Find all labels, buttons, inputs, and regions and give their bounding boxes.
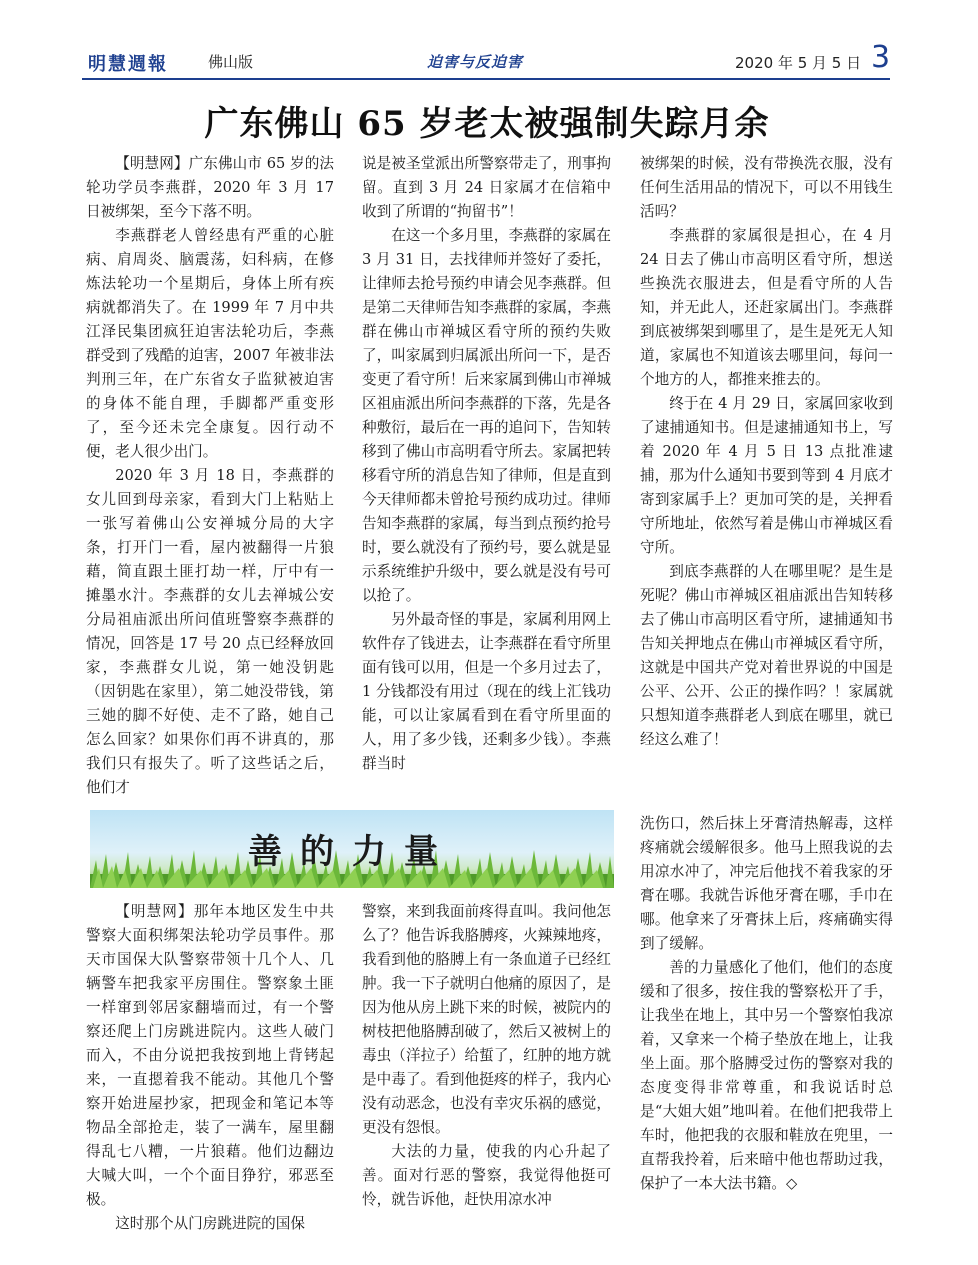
article-headline: 广东佛山 65 岁老太被强制失踪月余 bbox=[204, 104, 770, 144]
article-column-1 bbox=[86, 152, 334, 800]
story-column-2 bbox=[362, 900, 611, 1212]
paragraph: 【明慧网】那年本地区发生中共警察大面积绑架法轮功学员事件。那天市国保大队警察带领十几个人、几辆警车把我家平房围住。警察象土匪一样窜到邻居家翻墙而过，有一个警察还爬上门房跳进院内。这些人破门而入，不由分说把我按到地上背铐起来，一直摁着我不能动。其他几个警察开始进屋抄家，把现金和笔记本等物品全部抢走，装了一满车，屋里翻得乱七八糟，一片狼藉。他们边翻边大喊大叫，一个个面目狰狞，邪恶至极。 bbox=[86, 903, 334, 1208]
paragraph: 李燕群老人曾经患有严重的心脏病、肩周炎、脑震荡，妇科病，在修炼法轮功一个星期后，身体上所有疾病就都消失了。在 1999 年 7 月中共江泽民集团疯狂迫害法轮功后，李燕群受到了残酷的迫害，2007 年被非法判刑三年，在广东省女子监狱被迫害的身体不能自理，手脚都严重变形了，至今还未完全康复。因行动不便，老人很少出门。 bbox=[86, 227, 334, 460]
paragraph: 另外最奇怪的事是，家属利用网上软件存了钱进去，让李燕群在看守所里面有钱可以用，但是一个多月过去了，1 分钱都没有用过（现在的线上汇钱功能，可以让家属看到在看守所里面的人，用了多少钱，还剩多少钱）。李燕群当时 bbox=[362, 611, 611, 772]
header-divider bbox=[82, 78, 890, 80]
story-column-1 bbox=[86, 900, 334, 1236]
issue-date: 2020 年 5 月 5 日 bbox=[735, 54, 862, 72]
section-banner bbox=[90, 810, 614, 888]
paragraph: 李燕群的家属很是担心，在 4 月 24 日去了佛山市高明区看守所，想送些换洗衣服进去，但是看守所的人告知，并无此人，还赶家属出门。李燕群到底被绑架到哪里了，是生是死无人知道，家属也不知道该去哪里问，每问一个地方的人，都推来推去的。 bbox=[640, 227, 893, 388]
paragraph: 大法的力量，使我的内心升起了善。面对行恶的警察，我觉得他挺可怜，就告诉他，赶快用凉水冲 bbox=[362, 1143, 611, 1208]
paragraph: 【明慧网】广东佛山市 65 岁的法轮功学员李燕群，2020 年 3 月 17 日被绑架，至今下落不明。 bbox=[86, 155, 334, 220]
edition-label: 佛山版 bbox=[208, 53, 254, 71]
page-number: 3 bbox=[871, 40, 891, 75]
paragraph: 终于在 4 月 29 日，家属回家收到了逮捕通知书。但是逮捕通知书上，写着 2020 年 4 月 5 日 13 点批准逮捕，那为什么通知书要到等到 4 月底才寄到家属手上？更加可笑的是，关押看守所地址，依然写着是佛山市禅城区看守所。 bbox=[640, 395, 893, 556]
paragraph: 洗伤口，然后抹上牙膏清热解毒，这样疼痛就会缓解很多。他马上照我说的去用凉水冲了，冲完后他找不着我家的牙膏在哪。我就告诉他牙膏在哪，手巾在哪。他拿来了牙膏抹上后，疼痛确实得到了缓解。 bbox=[640, 815, 893, 952]
paragraph: 善的力量感化了他们，他们的态度缓和了很多，按住我的警察松开了手，让我坐在地上，其中另一个警察怕我凉着，又拿来一个椅子垫放在地上，让我坐上面。那个胳膊受过伤的警察对我的态度变得非常尊重，和我说话时总是“大姐大姐”地叫着。在他们把我带上车时，他把我的衣服和鞋放在兜里，一直帮我拎着，后来暗中他也帮助过我，保护了一本大法书籍。◇ bbox=[640, 959, 893, 1192]
masthead: 明慧週報 bbox=[88, 54, 168, 75]
paragraph: 在这一个多月里，李燕群的家属在 3 月 31 日，去找律师并签好了委托，让律师去抢号预约申请会见李燕群。但是第二天律师告知李燕群的家属，李燕群在佛山市禅城区看守所的预约失败了，叫家属到归属派出所问一下，是否变更了看守所！后来家属到佛山市禅城区祖庙派出所问李燕群的下落，先是各种敷衍，最后在一再的追问下，告知转移到了佛山市高明看守所去。家属把转移看守所的消息告知了律师，但是直到今天律师都未曾抢号预约成功过。律师告知李燕群的家属，每当到点预约抢号时，要么就没有了预约号，要么就是显示系统维护升级中，要么就是没有号可以抢了。 bbox=[362, 227, 611, 604]
story-column-3 bbox=[640, 812, 893, 1196]
article-column-3 bbox=[640, 152, 893, 752]
paragraph: 2020 年 3 月 18 日，李燕群的女儿回到母亲家，看到大门上粘贴上一张写着佛山公安禅城分局的大字条，打开门一看，屋内被翻得一片狼藉，简直跟土匪打劫一样，厅中有一摊墨水汁。李燕群的女儿去禅城公安分局祖庙派出所问值班警察李燕群的情况，回答是 17 号 20 点已经释放回家，李燕群女儿说，第一她没钥匙（因钥匙在家里），第二她没带钱，第三她的脚不好使、走不了路，她自己怎么回家？如果你们再不讲真的，那我们只有报失了。听了这些话之后，他们才 bbox=[86, 467, 334, 796]
banner-title: 善的力量 bbox=[248, 832, 456, 872]
page-header bbox=[82, 40, 892, 78]
paragraph: 被绑架的时候，没有带换洗衣服，没有任何生活用品的情况下，可以不用钱生活吗？ bbox=[640, 155, 893, 220]
paragraph: 这时那个从门房跳进院的国保 bbox=[115, 1215, 305, 1232]
section-title: 迫害与反迫害 bbox=[427, 53, 524, 71]
paragraph: 说是被圣堂派出所警察带走了，刑事拘留。直到 3 月 24 日家属才在信箱中收到了所谓的“拘留书”！ bbox=[362, 155, 611, 220]
article-column-2 bbox=[362, 152, 611, 776]
paragraph: 到底李燕群的人在哪里呢？是生是死呢？佛山市禅城区祖庙派出告知转移去了佛山市高明区看守所，逮捕通知书告知关押地点在佛山市禅城区看守所，这就是中国共产党对着世界说的中国是公平、公开、公正的操作吗？！家属就只想知道李燕群老人到底在哪里，就已经这么难了！ bbox=[640, 563, 893, 748]
paragraph: 警察，来到我面前疼得直叫。我问他怎么了？他告诉我胳膊疼，火辣辣地疼，我看到他的胳膊上有一条血道子已经红肿。我一下子就明白他痛的原因了，是因为他从房上跳下来的时候，被院内的树枝把他胳膊刮破了，然后又被树上的毒虫（洋拉子）给蜇了，红肿的地方就是中毒了。看到他挺疼的样子，我内心没有动恶念，也没有幸灾乐祸的感觉，更没有怨恨。 bbox=[362, 903, 611, 1136]
